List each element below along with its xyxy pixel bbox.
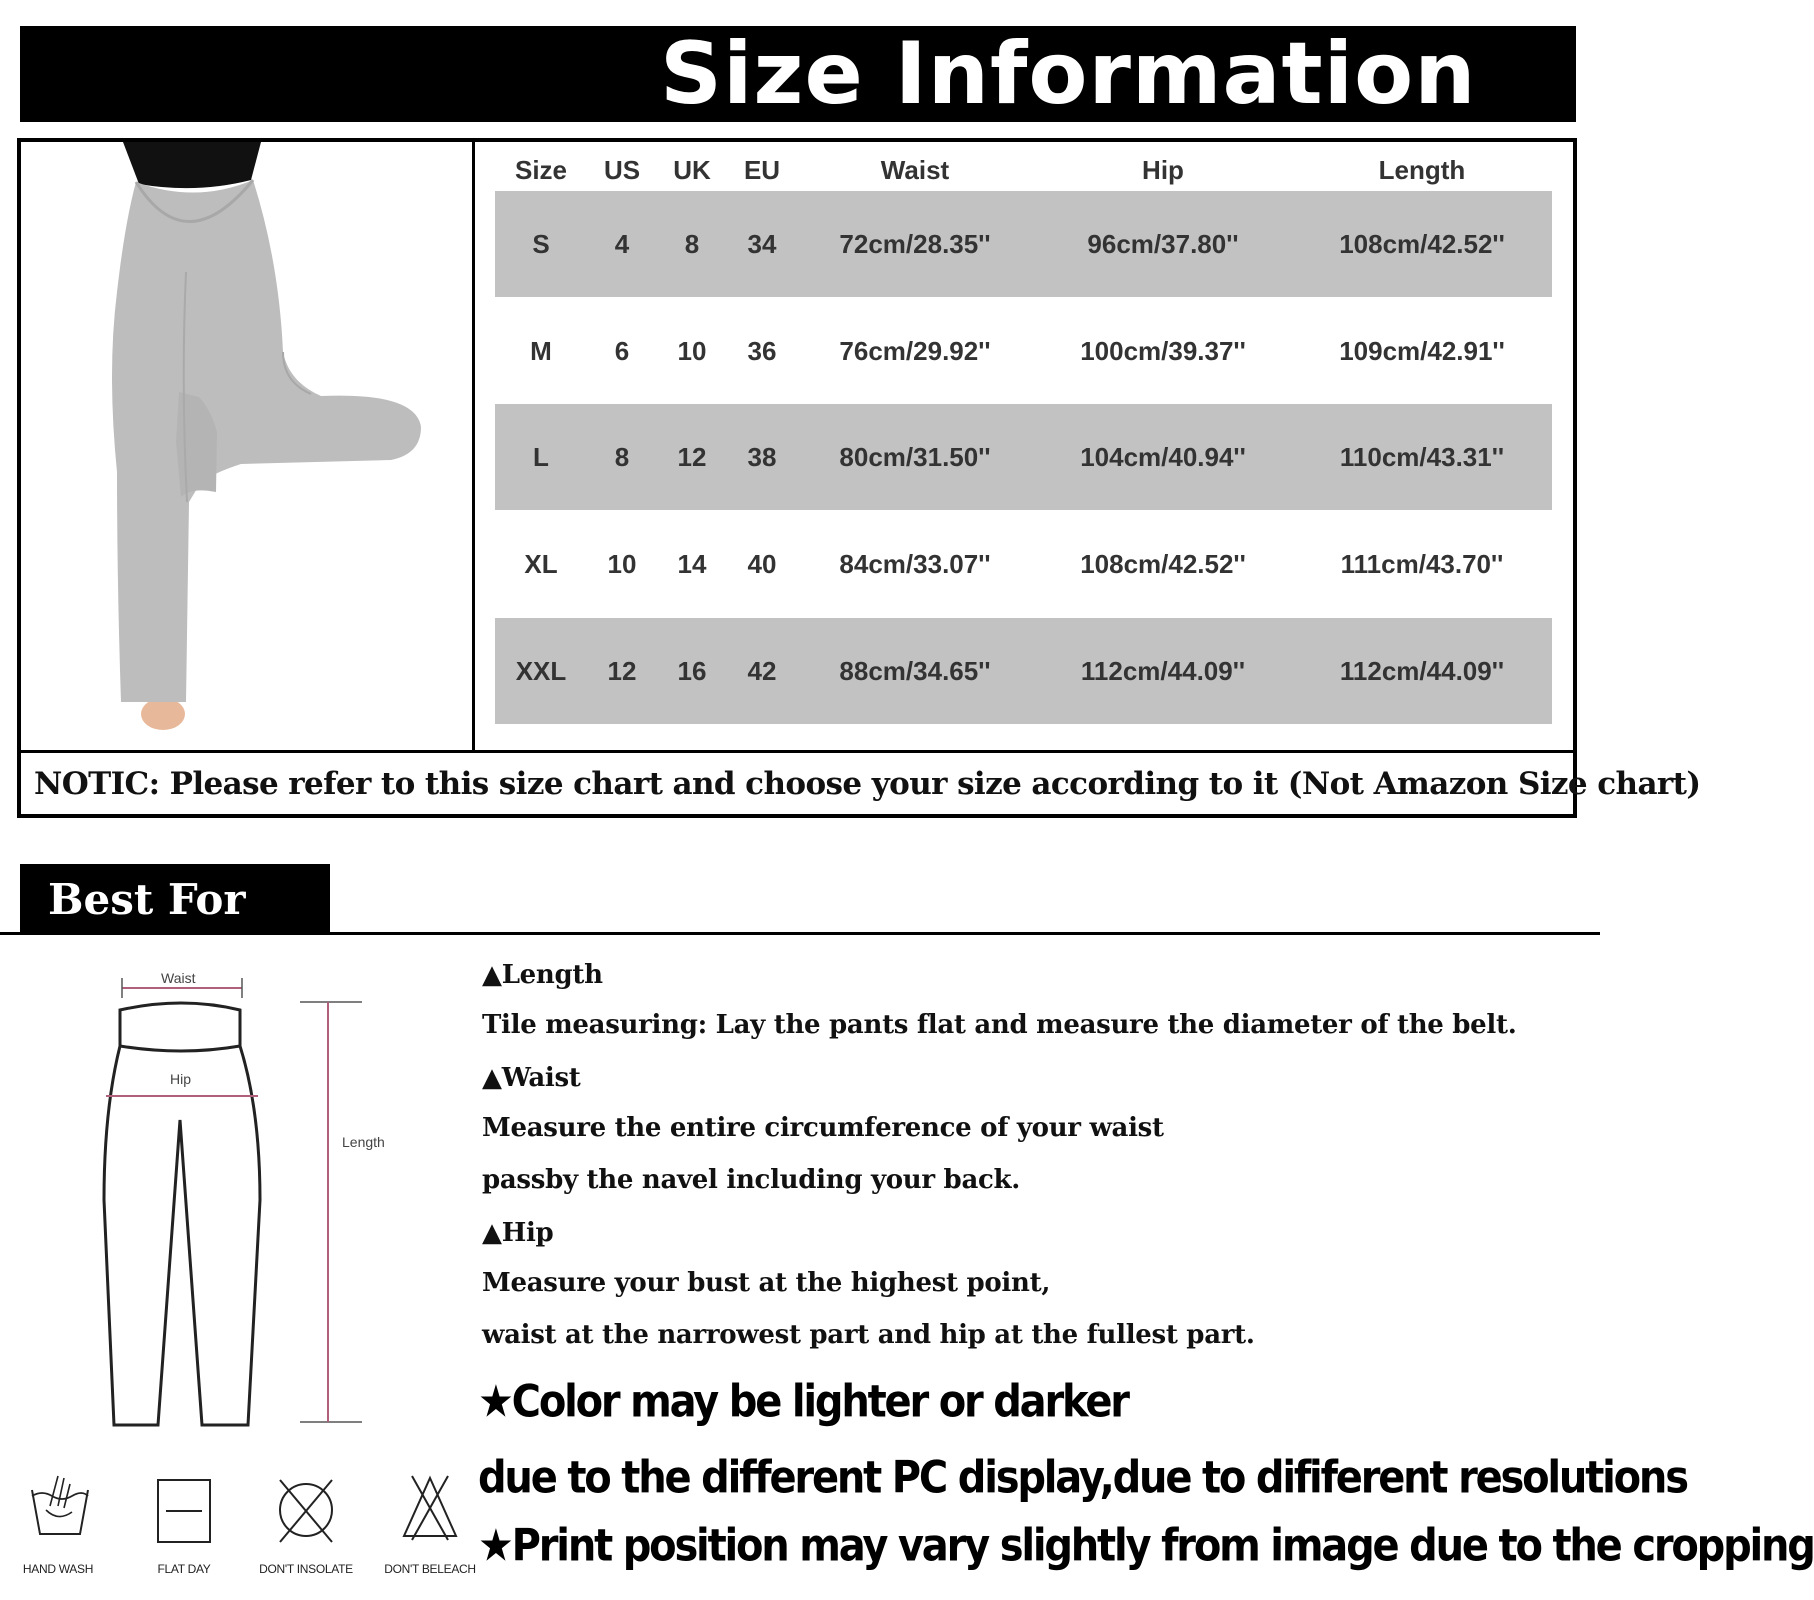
- waist-title: ▲Waist: [482, 1063, 581, 1093]
- size-notice: NOTIC: Please refer to this size chart and choose your size according to it (Not Amazon Size chart): [34, 766, 1701, 802]
- table-cell: 34: [747, 229, 777, 259]
- frame-divider-vertical: [472, 142, 475, 752]
- col-header-waist: Waist: [880, 155, 950, 185]
- diagram-waist-label: Waist: [161, 970, 196, 986]
- table-cell: 112cm/44.09'': [1080, 656, 1246, 686]
- table-cell: 12: [677, 442, 707, 472]
- print-note: ★Print position may vary slightly from image due to the cropping: [478, 1520, 1814, 1572]
- hip-text-1: Measure your bust at the highest point,: [482, 1268, 1051, 1298]
- table-cell: M: [530, 336, 552, 366]
- table-cell: 36: [747, 336, 777, 366]
- table-cell: 10: [677, 336, 707, 366]
- table-cell: 84cm/33.07'': [839, 549, 991, 579]
- table-cell: 88cm/34.65'': [839, 656, 991, 686]
- table-cell: L: [533, 442, 549, 472]
- table-cell: XXL: [515, 656, 567, 686]
- waist-text-2: passby the navel including your back.: [482, 1165, 1020, 1195]
- table-cell: 100cm/39.37'': [1080, 336, 1246, 366]
- care-label-hand-wash: HAND WASH: [22, 1562, 94, 1576]
- table-cell: 6: [614, 336, 630, 366]
- table-cell: 108cm/42.52'': [1080, 549, 1246, 579]
- table-cell: 108cm/42.52'': [1339, 229, 1505, 259]
- diagram-hip-label: Hip: [170, 1071, 192, 1087]
- col-header-uk: UK: [673, 155, 711, 185]
- table-cell: 38: [747, 442, 777, 472]
- waist-text-1: Measure the entire circumference of your waist: [482, 1113, 1164, 1143]
- table-cell: 96cm/37.80'': [1087, 229, 1239, 259]
- best-for-you-title: Best For You: [48, 875, 246, 996]
- length-text: Tile measuring: Lay the pants flat and measure the diameter of the belt.: [482, 1010, 1517, 1040]
- care-label-flat-dry: FLAT DAY: [157, 1562, 211, 1576]
- col-header-length: Length: [1378, 155, 1466, 185]
- table-cell: XL: [524, 549, 558, 579]
- section-rule: [0, 932, 1600, 935]
- diagram-length-label: Length: [342, 1134, 385, 1150]
- table-cell: 80cm/31.50'': [839, 442, 991, 472]
- color-note-1: ★Color may be lighter or darker: [478, 1376, 1128, 1428]
- table-cell: S: [532, 229, 550, 259]
- table-cell: 40: [747, 549, 777, 579]
- hip-title: ▲Hip: [482, 1218, 554, 1248]
- col-header-hip: Hip: [1142, 155, 1184, 185]
- pants-measure-diagram: [90, 960, 410, 1440]
- flat-dry-icon: [156, 1478, 212, 1544]
- dont-bleach-icon: [398, 1470, 462, 1550]
- hip-text-2: waist at the narrowest part and hip at the fullest part.: [482, 1320, 1255, 1350]
- table-cell: 109cm/42.91'': [1339, 336, 1505, 366]
- col-header-size: Size: [514, 155, 568, 185]
- table-cell: 12: [607, 656, 637, 686]
- table-cell: 14: [677, 549, 707, 579]
- care-label-dont-bleach: DON'T BELEACH: [384, 1562, 476, 1576]
- table-cell: 112cm/44.09'': [1339, 656, 1505, 686]
- table-cell: 16: [677, 656, 707, 686]
- table-cell: 8: [614, 442, 630, 472]
- table-cell: 111cm/43.70'': [1340, 549, 1504, 579]
- col-header-us: US: [603, 155, 641, 185]
- table-cell: 4: [614, 229, 630, 259]
- header-banner: [20, 26, 1576, 122]
- table-cell: 42: [747, 656, 777, 686]
- table-cell: 110cm/43.31'': [1339, 442, 1505, 472]
- col-header-eu: EU: [743, 155, 781, 185]
- color-note-2: due to the different PC display,due to dififerent resolutions: [478, 1452, 1687, 1504]
- table-cell: 76cm/29.92'': [839, 336, 991, 366]
- table-cell: 72cm/28.35'': [839, 229, 991, 259]
- table-cell: 8: [684, 229, 700, 259]
- product-photo-leggings: [21, 142, 472, 750]
- table-cell: 10: [607, 549, 637, 579]
- hand-wash-icon: [28, 1470, 92, 1550]
- length-title: ▲Length: [482, 960, 603, 990]
- care-label-dont-insolate: DON'T INSOLATE: [259, 1562, 353, 1576]
- table-cell: 104cm/40.94'': [1080, 442, 1246, 472]
- dont-insolate-icon: [274, 1470, 338, 1550]
- page-title: Size Information: [660, 24, 1477, 124]
